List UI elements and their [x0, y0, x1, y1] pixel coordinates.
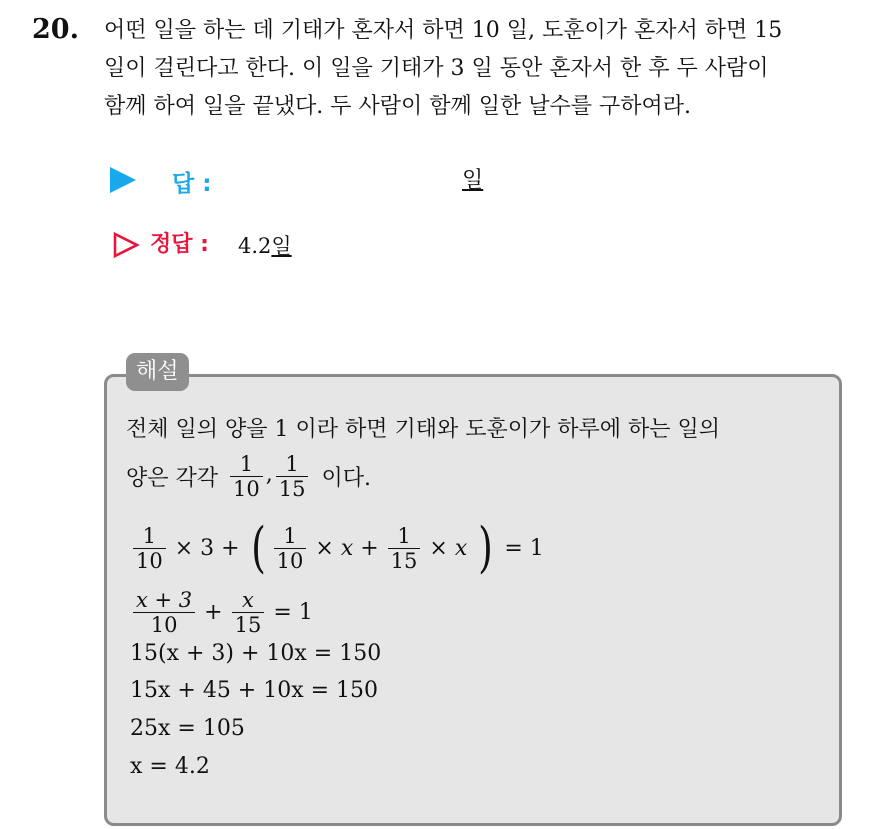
fraction [276, 452, 309, 501]
equation-step: 15x + 45 + 10x = 150 [130, 678, 379, 703]
denominator: 10 [230, 476, 263, 501]
play-triangle-icon [110, 167, 136, 193]
fraction [133, 524, 166, 573]
denominator: 15 [276, 476, 309, 501]
fraction [388, 524, 421, 573]
explanation-text: 양은 각각 [126, 466, 219, 491]
fraction [274, 524, 307, 573]
explanation-line: 전체 일의 양을 1 이라 하면 기태와 도훈이가 하루에 하는 일의 [126, 417, 720, 442]
explanation-line [126, 452, 371, 512]
numerator: 1 [283, 523, 297, 548]
answer-unit: 일 [462, 168, 484, 193]
correct-answer-label: 정답 : [150, 232, 209, 257]
equals: = 1 [273, 599, 313, 625]
problem-number: 20. [32, 14, 79, 45]
operator: × 3 + [174, 535, 240, 561]
operator: × x [429, 535, 468, 561]
equals: = 1 [504, 535, 544, 561]
comma: , [265, 462, 273, 487]
answer-row [110, 163, 510, 197]
fraction [133, 588, 195, 637]
problem-line: 어떤 일을 하는 데 기태가 혼자서 하면 10 일, 도훈이가 혼자서 하면 15 [104, 18, 783, 43]
operator: × x + [315, 535, 379, 561]
problem-line: 함께 하여 일을 끝냈다. 두 사람이 함께 일한 날수를 구하여라. [104, 94, 691, 119]
outline-triangle-icon [112, 231, 140, 259]
left-paren: ( [250, 516, 266, 579]
correct-answer-value [238, 230, 292, 260]
equation-step: 15(x + 3) + 10x = 150 [130, 641, 382, 666]
numerator: 1 [239, 452, 254, 476]
right-paren: ) [478, 516, 494, 579]
numerator: x [242, 587, 254, 612]
correct-answer-unit: 일 [271, 234, 292, 258]
denominator: 10 [274, 548, 307, 573]
explanation-text: 이다. [321, 466, 371, 491]
equation [130, 582, 319, 642]
equation-step: 25x = 105 [130, 716, 245, 741]
denominator: 10 [133, 612, 195, 637]
problem-text [104, 12, 868, 126]
fraction [230, 452, 263, 501]
fraction [232, 588, 265, 637]
numerator: 1 [397, 523, 411, 548]
numerator: 1 [142, 523, 157, 548]
correct-answer-row [110, 227, 510, 263]
numerator: x + 3 [136, 587, 193, 612]
equation-step: x = 4.2 [130, 754, 210, 779]
operator: + [204, 599, 223, 625]
equation [130, 515, 550, 581]
denominator: 15 [232, 612, 265, 637]
denominator: 15 [388, 548, 421, 573]
answer-label: 답 : [172, 171, 212, 197]
explanation-line-content [126, 452, 371, 501]
denominator: 10 [133, 548, 166, 573]
correct-answer-number: 4.2 [238, 234, 272, 258]
numerator: 1 [285, 452, 299, 476]
problem-line: 일이 걸린다고 한다. 이 일을 기태가 3 일 동안 혼자서 한 후 두 사람이 [104, 56, 769, 81]
explanation-title: 해설 [126, 353, 189, 391]
